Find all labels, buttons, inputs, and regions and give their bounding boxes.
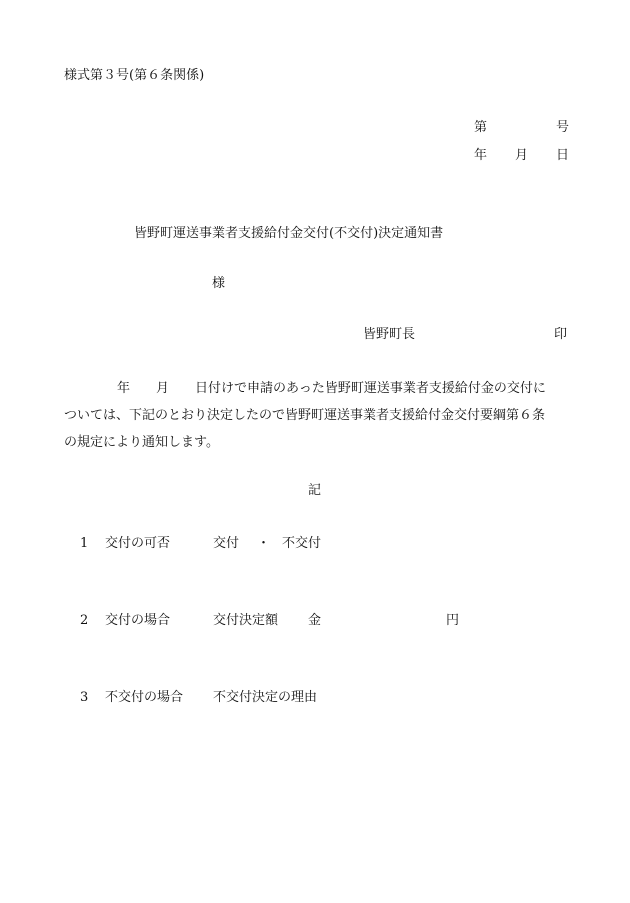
item-2-currency-prefix: 金: [308, 613, 322, 628]
sender-name: 皆野町長: [363, 327, 416, 342]
item-1-label: 交付の可否: [105, 536, 171, 551]
item-3-number: 3: [80, 690, 89, 705]
body-line-3: の規定により通知します。: [64, 435, 219, 450]
document-title: 皆野町運送事業者支援給付金交付(不交付)決定通知書: [134, 226, 444, 241]
date-day-label: 日: [556, 148, 570, 163]
item-1-option-grant: 交付: [213, 536, 240, 551]
item-2-number: 2: [80, 613, 89, 628]
doc-number-prefix: 第: [474, 120, 488, 135]
item-2-currency-suffix: 円: [446, 613, 460, 628]
notice-body: [64, 375, 569, 456]
item-1-option-no-grant: 不交付: [282, 536, 322, 551]
item-1-separator: ・: [257, 536, 271, 551]
form-number: 様式第３号(第６条関係): [64, 68, 205, 83]
item-3-reason-label: 不交付決定の理由: [213, 690, 318, 705]
item-2-label: 交付の場合: [105, 613, 171, 628]
seal-mark: 印: [554, 327, 568, 342]
date-month-label: 月: [515, 148, 529, 163]
body-year: 年: [117, 381, 131, 396]
item-3-label: 不交付の場合: [105, 690, 184, 705]
item-2-amount-label: 交付決定額: [213, 613, 279, 628]
body-line-2: ついては、下記のとおり決定したので皆野町運送事業者支援給付金交付要綱第６条: [64, 408, 546, 423]
body-line-1: [64, 375, 569, 402]
date-year-label: 年: [474, 148, 488, 163]
doc-number-suffix: 号: [556, 120, 570, 135]
body-month: 月: [156, 381, 170, 396]
body-line-1-rest: 日付けで申請のあった皆野町運送事業者支援給付金の交付に: [195, 381, 546, 396]
item-1-number: 1: [80, 536, 89, 551]
ki-heading: 記: [308, 483, 322, 498]
recipient-honorific: 様: [212, 276, 226, 291]
